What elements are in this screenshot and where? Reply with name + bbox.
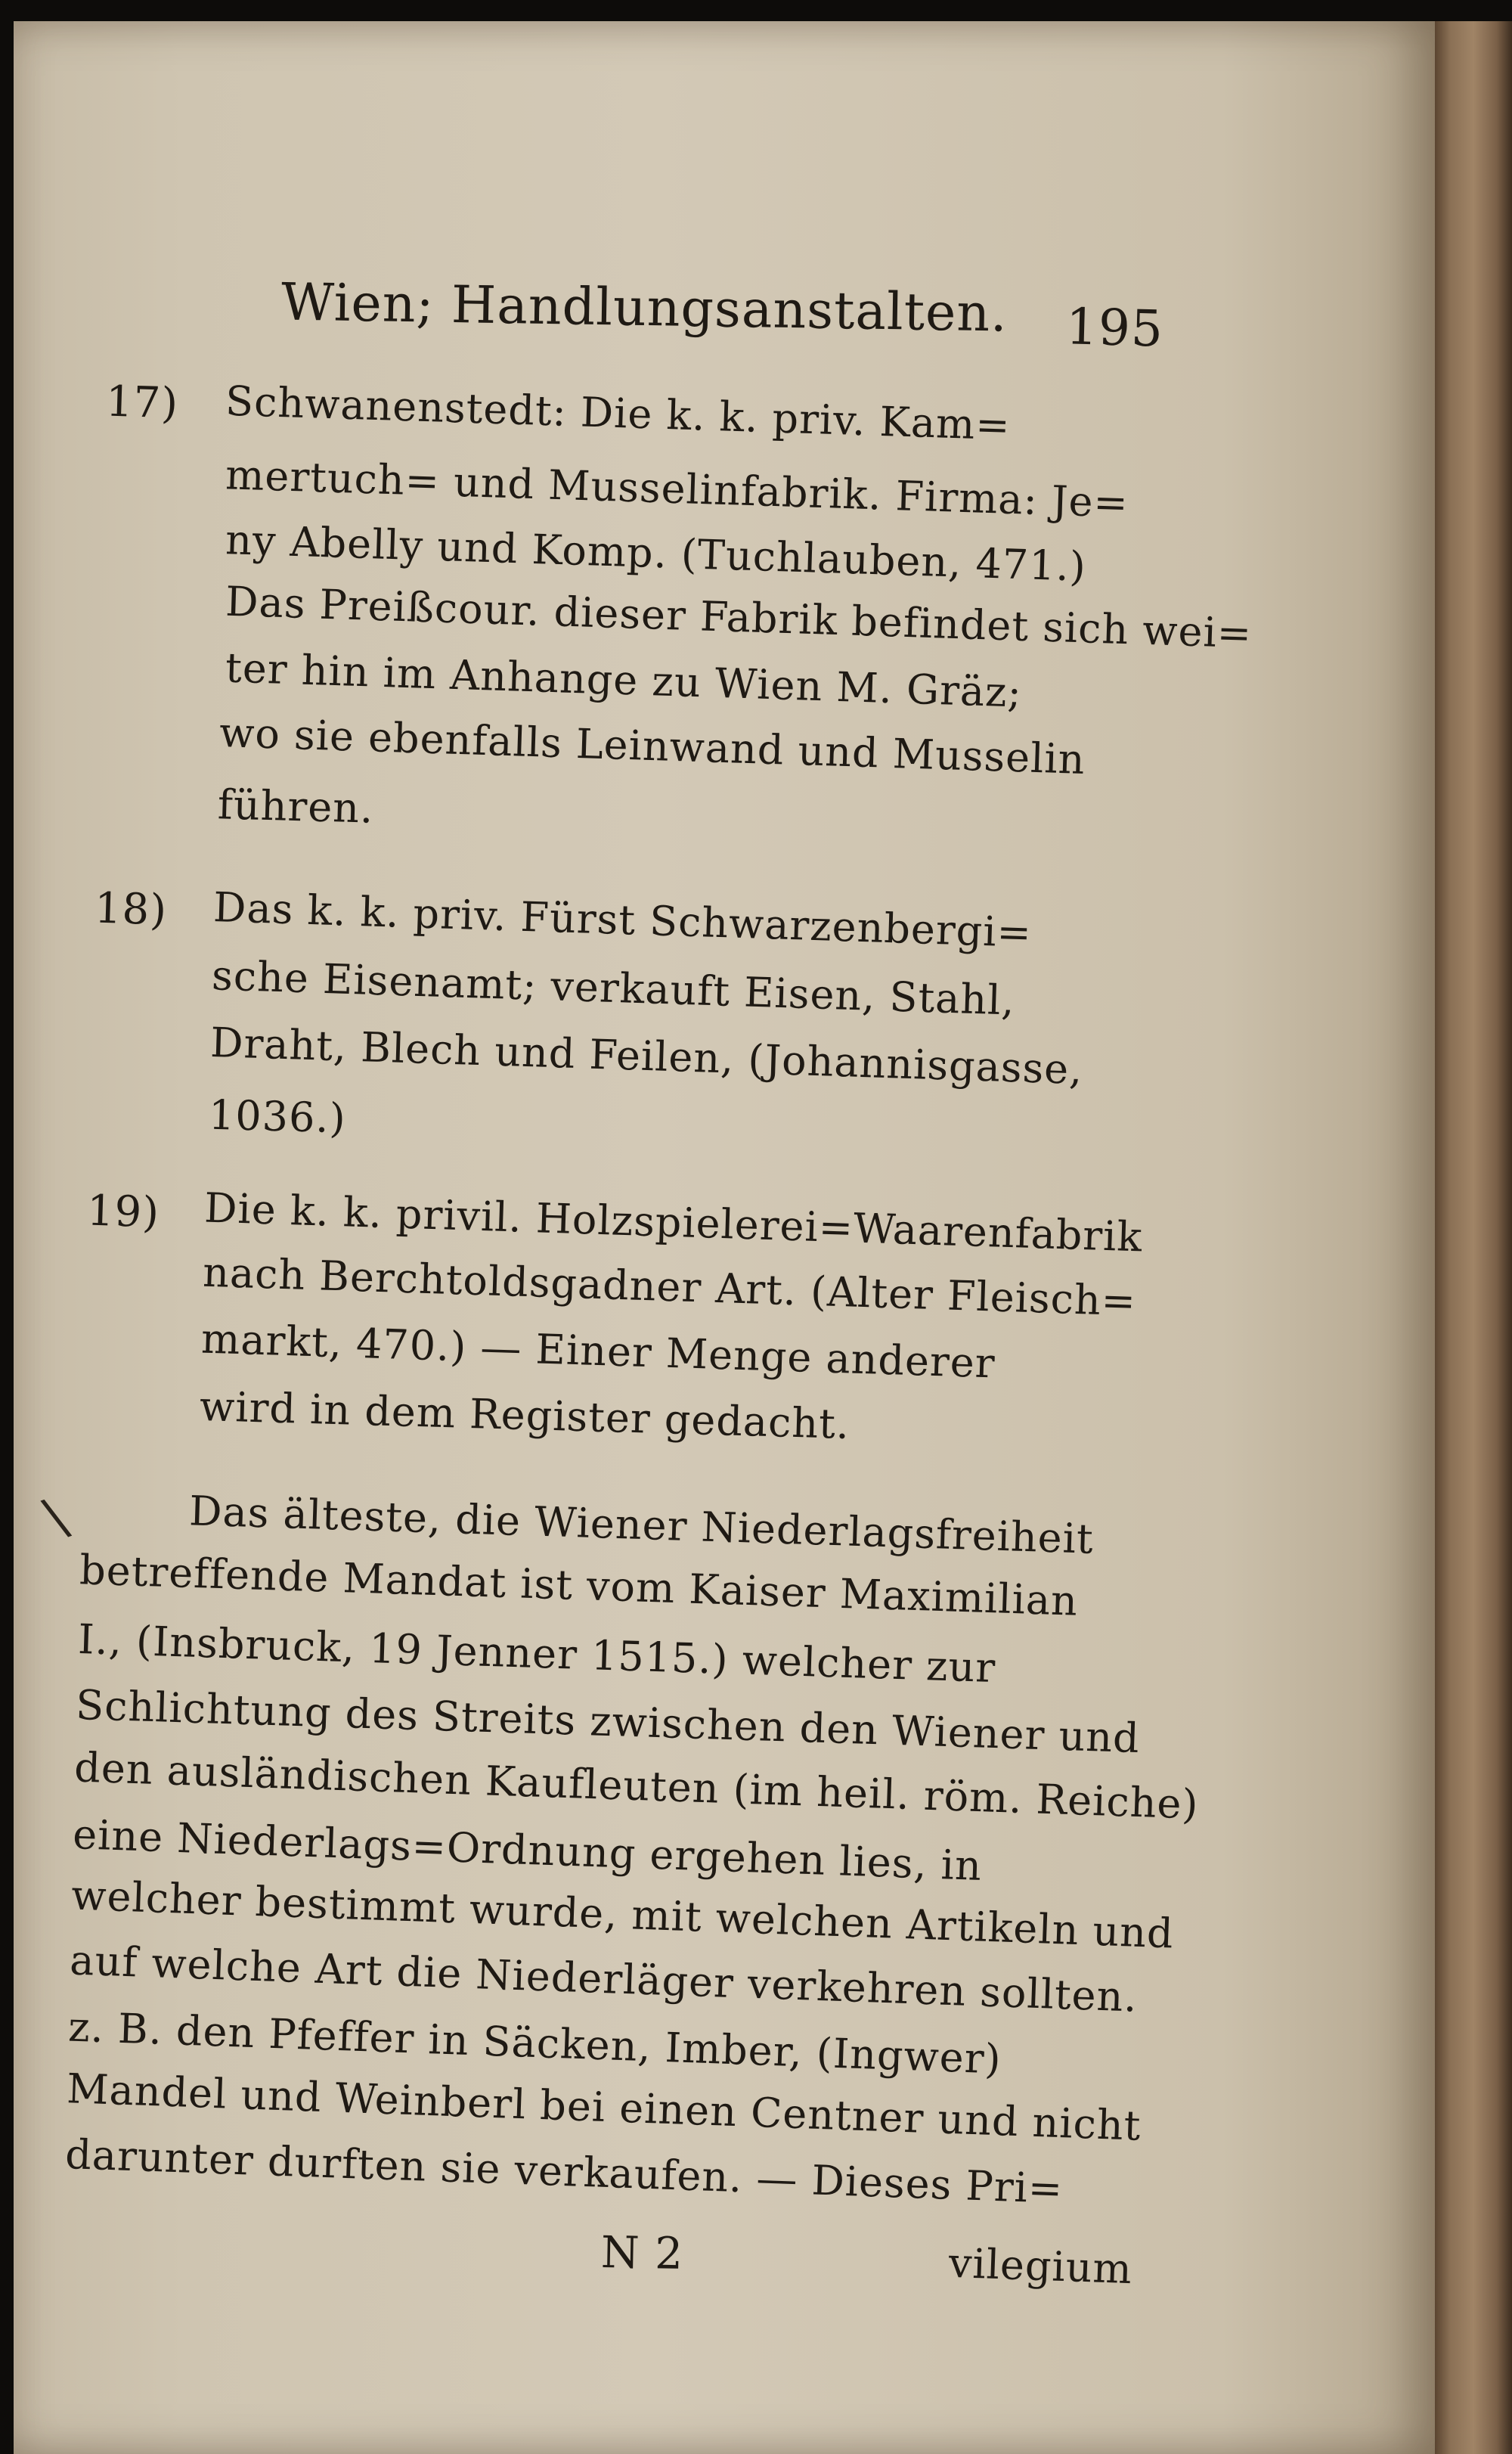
entry-19-line-4: wird in dem Register gedacht. [199, 1382, 850, 1448]
paragraph-line-6: eine Niederlags=Ordnung ergehen lies, in [72, 1810, 983, 1890]
entry-17-line-4: Das Preißcour. dieser Fabrik befindet sich wei= [225, 577, 1253, 658]
entry-17-line-1: Schwanenstedt: Die k. k. priv. Kam= [225, 377, 1012, 450]
entry-18-number: 18) [94, 883, 169, 935]
entry-17-number: 17) [105, 377, 180, 429]
paragraph-line-10: Mandel und Weinberl bei einen Centner und nicht [66, 2065, 1142, 2150]
entry-17-line-7: führen. [217, 780, 375, 833]
entry-19-line-2: nach Berchtoldsgadner Art. (Alter Fleisch= [202, 1248, 1137, 1326]
entry-19-line-1: Die k. k. privil. Holzspielerei=Waarenfabrik [203, 1184, 1144, 1261]
entry-19-line-3: markt, 470.) — Einer Menge anderer [200, 1314, 996, 1388]
paragraph-line-2: betreffende Mandat ist vom Kaiser Maximilian [79, 1546, 1079, 1625]
paragraph-line-8: auf welche Art die Niederläger verkehren sollten. [69, 1936, 1139, 2021]
paragraph-line-7: welcher bestimmt wurde, mit welchen Artikeln und [70, 1871, 1175, 1958]
paragraph-line-9: z. B. den Pfeffer in Säcken, Imber, (Ingwer) [67, 2003, 1002, 2083]
signature-mark: N 2 [600, 2226, 684, 2279]
paragraph-line-3: I., (Insbruck, 19 Jenner 1515.) welcher zur [77, 1615, 997, 1692]
entry-19-number: 19) [86, 1186, 161, 1238]
entry-17-line-5: ter hin im Anhange zu Wien M. Gräz; [225, 644, 1023, 717]
margin-mark: \ [36, 1484, 75, 1550]
entry-18-line-1: Das k. k. priv. Fürst Schwarzenbergi= [212, 883, 1033, 957]
book-spine [1435, 21, 1512, 2454]
catchword: vilegium [947, 2238, 1133, 2294]
entry-17-line-2: mertuch= und Musselinfabrik. Firma: Je= [225, 451, 1129, 527]
running-header: Wien; Handlungsanstalten. [280, 272, 1009, 344]
page-number: 195 [1065, 297, 1164, 358]
entry-18-line-4: 1036.) [208, 1090, 347, 1143]
entry-18-line-3: Draht, Blech und Feilen, (Johannisgasse, [209, 1018, 1084, 1094]
paragraph-line-1: Das älteste, die Wiener Niederlagsfreiheit [188, 1487, 1095, 1563]
paragraph-line-11: darunter durften sie verkaufen. — Dieses Pri= [64, 2130, 1064, 2214]
paragraph-line-4: Schlichtung des Streits zwischen den Wiener und [75, 1680, 1141, 1763]
entry-18-line-2: sche Eisenamt; verkauft Eisen, Stahl, [211, 951, 1016, 1025]
paragraph-line-5: den ausländischen Kaufleuten (im heil. röm. Reiche) [73, 1743, 1200, 1829]
entry-17-line-3: ny Abelly und Komp. (Tuchlauben, 471.) [225, 516, 1087, 591]
entry-17-line-6: wo sie ebenfalls Leinwand und Musselin [218, 709, 1086, 783]
